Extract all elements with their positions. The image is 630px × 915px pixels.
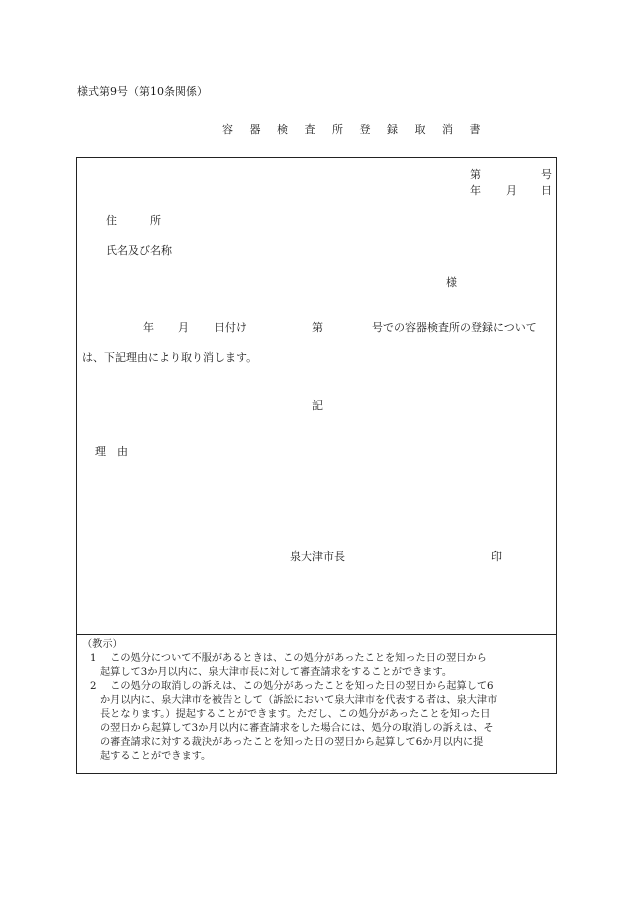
notice-heading: （教示） xyxy=(82,639,123,650)
doc-number-prefix: 第 xyxy=(470,168,481,181)
notice-section xyxy=(82,638,552,764)
notice-item-number: 2 xyxy=(90,681,97,692)
date-month: 月 xyxy=(506,184,517,197)
notice-line: の翌日から起算して3か月以内に審査請求をした場合には、処分の取消しの訴えは、そ xyxy=(100,723,494,734)
notice-item-number: 1 xyxy=(90,653,97,664)
doc-number-suffix: 号 xyxy=(541,168,552,181)
notice-line: か月以内に、泉大津市を被告として（訴訟において泉大津市を代表する者は、泉大津市 xyxy=(100,695,498,706)
notice-line: 起算して3か月以内に、泉大津市長に対して審査請求をすることができます。 xyxy=(100,667,453,678)
body-date-suffix: 日付け xyxy=(214,321,247,334)
honorific: 様 xyxy=(446,276,457,289)
notice-line: この処分の取消しの訴えは、この処分があったことを知った日の翌日から起算して6 xyxy=(110,681,494,692)
date-day: 日 xyxy=(541,184,552,197)
document-title: 容 器 検 査 所 登 録 取 消 書 xyxy=(222,123,487,136)
notice-line: の審査請求に対する裁決があったことを知った日の翌日から起算して6か月以内に提 xyxy=(100,737,484,748)
notice-line: 長となります。）提起することができます。ただし、この処分があったことを知った日 xyxy=(100,709,491,720)
body-number-prefix: 第 xyxy=(312,321,323,334)
notice-item xyxy=(82,652,552,680)
notice-item xyxy=(82,680,552,764)
seal-mark: 印 xyxy=(491,550,502,563)
body-line2: は、下記理由により取り消します。 xyxy=(82,351,258,364)
body-month: 月 xyxy=(178,321,189,334)
notice-divider xyxy=(76,634,557,635)
form-number: 様式第9号（第10条関係） xyxy=(77,85,208,98)
reason-label: 理 由 xyxy=(95,445,128,458)
issuer-name: 泉大津市長 xyxy=(290,550,345,563)
body-year: 年 xyxy=(143,321,154,334)
notice-line: この処分について不服があるときは、この処分があったことを知った日の翌日から xyxy=(110,653,487,664)
body-line1-end: 号での容器検査所の登録について xyxy=(372,321,537,334)
name-label: 氏名及び名称 xyxy=(106,244,172,257)
address-label: 住 所 xyxy=(106,214,161,227)
notice-line: 起することができます。 xyxy=(100,751,212,762)
ki-marker: 記 xyxy=(312,399,323,412)
date-year: 年 xyxy=(470,184,481,197)
